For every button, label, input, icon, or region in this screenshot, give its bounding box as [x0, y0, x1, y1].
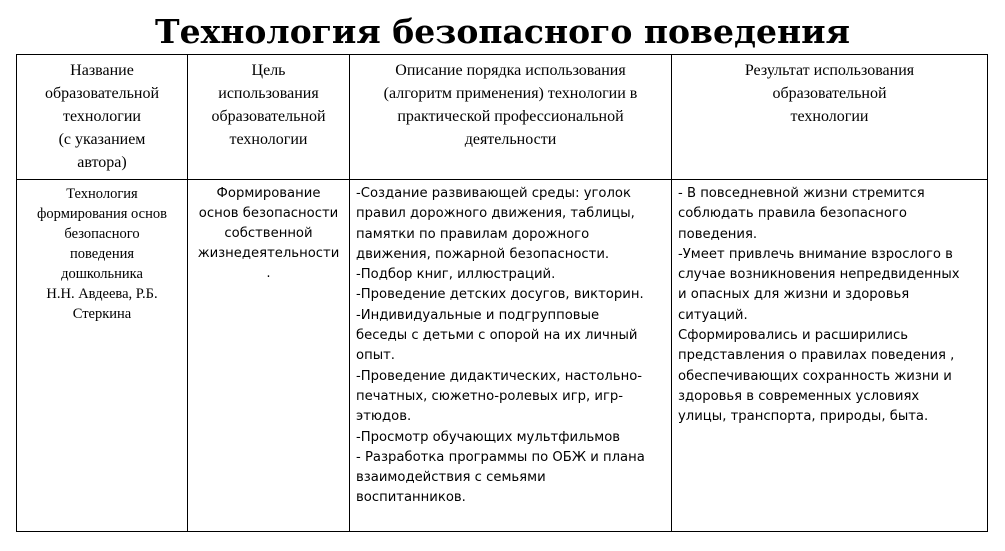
- text-line: Сформировались и расширились: [678, 328, 909, 344]
- text-line: (с указанием: [58, 131, 146, 148]
- text-line: автора): [77, 154, 127, 171]
- header-cell-goal: [188, 55, 350, 180]
- text-line: Название: [70, 62, 134, 79]
- text-line: жизнедеятельности: [197, 246, 340, 261]
- table-header-row: [17, 55, 988, 180]
- text-line: основ безопасности: [198, 206, 339, 221]
- text-line: - Разработка программы по ОБЖ и плана: [356, 449, 645, 465]
- text-line: собственной: [224, 226, 313, 241]
- header-cell-description: [350, 55, 672, 180]
- text-line: образовательной: [45, 85, 159, 102]
- text-line: -Проведение детских досугов, викторин.: [356, 287, 644, 303]
- text-line: поведения: [69, 246, 135, 262]
- text-line: формирования основ: [37, 206, 167, 222]
- text-line: технологии: [63, 108, 141, 125]
- text-line: здоровья в современных условиях: [678, 388, 920, 404]
- cell-goal: [188, 180, 350, 532]
- text-line: дошкольника: [61, 266, 143, 282]
- text-line: -Подбор книг, иллюстраций.: [356, 267, 556, 283]
- text-line: .: [266, 266, 271, 281]
- text-line: беседы с детьми с опорой на их личный: [356, 328, 638, 344]
- text-line: улицы, транспорта, природы, быта.: [678, 409, 929, 425]
- text-line: безопасного: [64, 226, 140, 242]
- text-line: Результат использования: [744, 62, 915, 79]
- header-cell-result: [672, 55, 988, 180]
- cell-result: [672, 180, 988, 532]
- text-line: взаимодействия с семьями: [356, 470, 546, 486]
- cell-description: [350, 180, 672, 532]
- technology-table: [16, 54, 988, 532]
- page-title: Технология безопасного поведения: [155, 12, 850, 51]
- text-line: образовательной: [211, 108, 326, 125]
- text-line: -Просмотр обучающих мультфильмов: [356, 429, 621, 445]
- text-line: технологии: [229, 131, 308, 148]
- table-row: [17, 180, 988, 532]
- text-line: печатных, сюжетно-ролевых игр, игр-: [356, 388, 624, 404]
- text-line: Цель: [251, 62, 286, 79]
- text-line: Технология: [66, 186, 138, 202]
- text-line: опыт.: [356, 348, 395, 364]
- text-line: правил дорожного движения, таблицы,: [356, 206, 635, 222]
- text-line: и опасных для жизни и здоровья: [678, 287, 910, 303]
- text-line: образовательной: [772, 85, 887, 102]
- text-line: обеспечивающих сохранность жизни и: [678, 368, 952, 384]
- text-line: - В повседневной жизни стремится: [678, 186, 925, 201]
- text-line: Описание порядка использования: [395, 62, 626, 79]
- text-line: -Проведение дидактических, настольно-: [356, 368, 643, 384]
- text-line: этюдов.: [356, 409, 412, 425]
- text-line: поведения.: [678, 226, 758, 242]
- text-line: Н.Н. Авдеева, Р.Б.: [46, 286, 158, 302]
- text-line: представления о правилах поведения ,: [678, 348, 955, 364]
- text-line: практической профессиональной: [397, 108, 624, 125]
- text-line: деятельности: [464, 131, 557, 148]
- text-line: воспитанников.: [356, 490, 466, 506]
- text-line: случае возникновения непредвиденных: [678, 267, 960, 283]
- text-line: Стеркина: [72, 306, 132, 322]
- text-line: памятки по правилам дорожного: [356, 226, 590, 242]
- text-line: Формирование: [216, 186, 321, 201]
- text-line: соблюдать правила безопасного: [678, 206, 907, 222]
- text-line: -Создание развивающей среды: уголок: [356, 186, 631, 201]
- cell-technology-name: [17, 180, 188, 532]
- text-line: -Индивидуальные и подгрупповые: [356, 307, 600, 323]
- text-line: движения, пожарной безопасности.: [356, 246, 610, 262]
- text-line: технологии: [790, 108, 869, 125]
- header-cell-name: [17, 55, 188, 180]
- text-line: ситуаций.: [678, 307, 748, 323]
- text-line: использования: [218, 85, 319, 102]
- text-line: (алгоритм применения) технологии в: [383, 85, 638, 102]
- text-line: -Умеет привлечь внимание взрослого в: [678, 246, 953, 262]
